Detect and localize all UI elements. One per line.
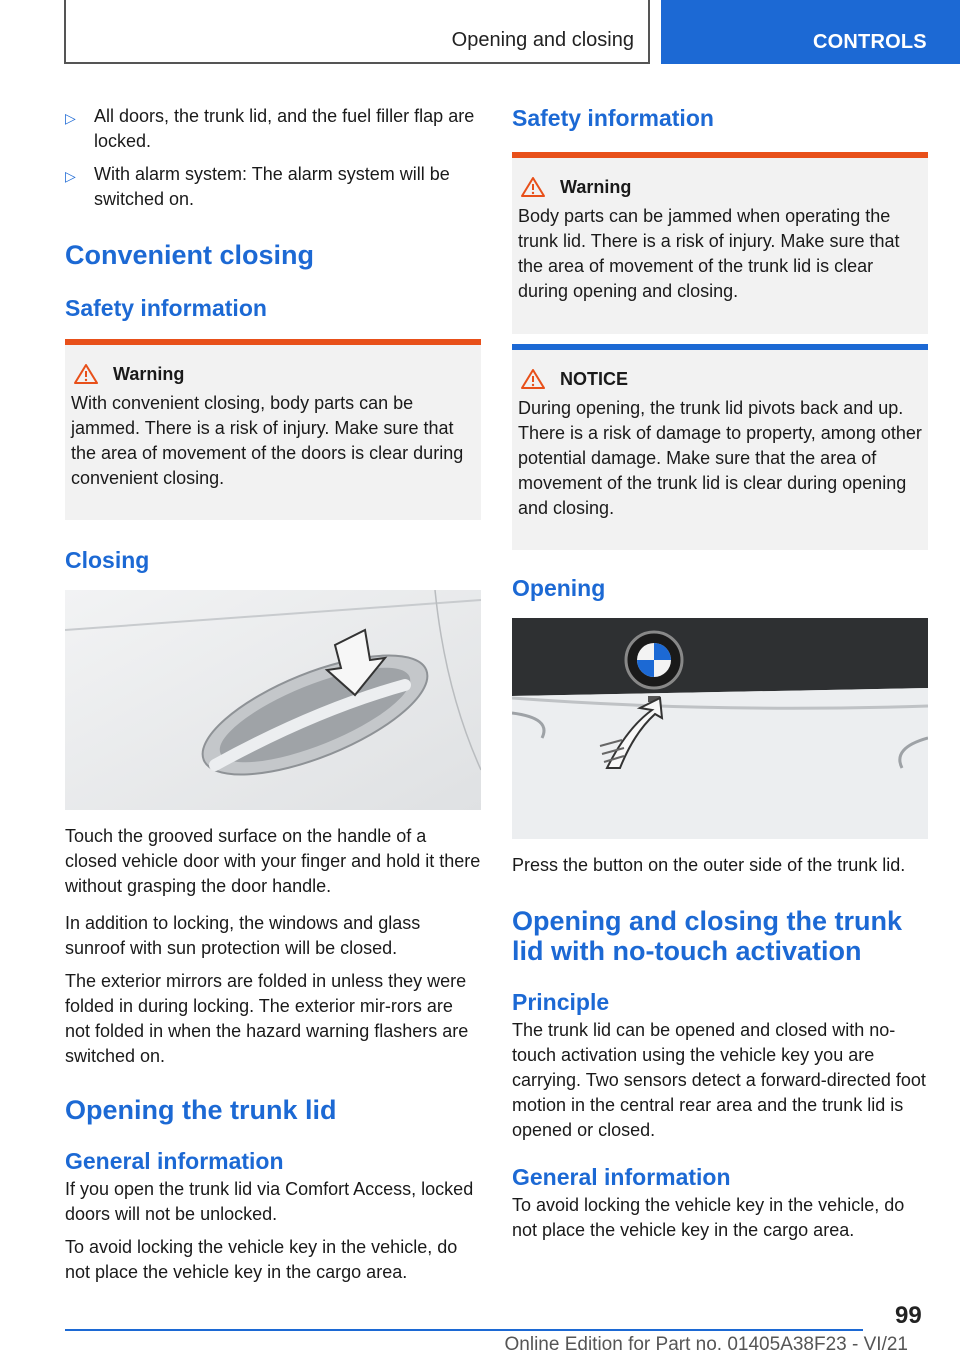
warning-triangle-icon [520,176,546,198]
trunk-button-illustration [512,618,928,839]
general-paragraph-1: If you open the trunk lid via Comfort Access, locked doors will not be unlocked. [65,1179,474,1224]
door-handle-illustration [65,590,481,810]
triangle-right-icon: ▷ [65,168,76,184]
warning-heading: Warning [518,176,922,198]
heading-general-information: General information [65,1148,284,1174]
chapter-label: CONTROLS [813,31,927,53]
heading-convenient-closing: Convenient closing [65,240,315,270]
notice-text: During opening, the trunk lid pivots back and up. There is a risk of damage to property, among other potential damage. Make sure that the area of movement of the trunk lid is clear during opening and closing. [518,398,922,518]
lock-result-list [65,104,481,212]
closing-paragraph-1: Touch the grooved surface on the handle of a closed vehicle door with your finger and hold it there without grasping the door handle. [65,826,481,896]
general-paragraph: To avoid locking the vehicle key in the vehicle, do not place the vehicle key in the cargo area. [512,1195,905,1240]
opening-paragraph: Press the button on the outer side of the trunk lid. [512,855,906,875]
warning-heading: Warning [71,363,475,385]
warning-box [65,339,481,520]
warning-text: Body parts can be jammed when operating the trunk lid. There is a risk of injury. Make sure that the area of movement of the trunk lid is clear during opening and closing. [518,206,900,301]
warning-triangle-icon [73,363,99,385]
list-item: ▷ All doors, the trunk lid, and the fuel filler flap are locked. [65,106,475,151]
trunk-button-image [512,618,928,839]
warning-box [512,152,928,334]
edition-note: Online Edition for Part no. 01405A38F23 - VI/21 [504,1334,908,1355]
section-title: Opening and closing [451,29,634,51]
heading-no-touch-activation: Opening and closing the trunk lid with no-touch activation [512,906,903,966]
notice-box [512,344,928,550]
chapter-tab[interactable] [661,0,960,64]
door-handle-image [65,590,481,810]
page-number: 99 [895,1302,922,1329]
principle-paragraph: The trunk lid can be opened and closed with no-touch activation using the vehicle key you are carrying. Two sensors detect a forward-directed foot motion in the central rear area and the trunk lid is opened or closed. [512,1020,926,1140]
heading-safety-information: Safety information [512,105,714,131]
heading-principle: Principle [512,989,610,1015]
heading-general-information: General information [512,1164,731,1190]
heading-closing: Closing [65,547,150,573]
heading-opening-trunk-lid: Opening the trunk lid [65,1095,337,1125]
closing-paragraph-2: In addition to locking, the windows and glass sunroof with sun protection will be closed. [65,913,421,958]
warning-triangle-icon [520,368,546,390]
footer-rule [65,1329,863,1331]
heading-opening: Opening [512,575,606,601]
right-column [512,96,928,1251]
left-column [65,96,481,1293]
running-header [64,0,650,64]
notice-heading: NOTICE [518,368,922,390]
general-paragraph-2: To avoid locking the vehicle key in the vehicle, do not place the vehicle key in the cargo area. [65,1237,458,1282]
list-item: ▷ With alarm system: The alarm system will be switched on. [65,164,450,209]
heading-safety-information: Safety information [65,295,267,321]
warning-text: With convenient closing, body parts can be jammed. There is a risk of injury. Make sure that the area of movement of the doors is clear during convenient closing. [71,393,464,488]
closing-paragraph-3: The exterior mirrors are folded in unless they were folded in during locking. The exterior mir-rors are not folded in when the hazard warning flashers are switched on. [65,971,469,1066]
triangle-right-icon: ▷ [65,110,76,126]
